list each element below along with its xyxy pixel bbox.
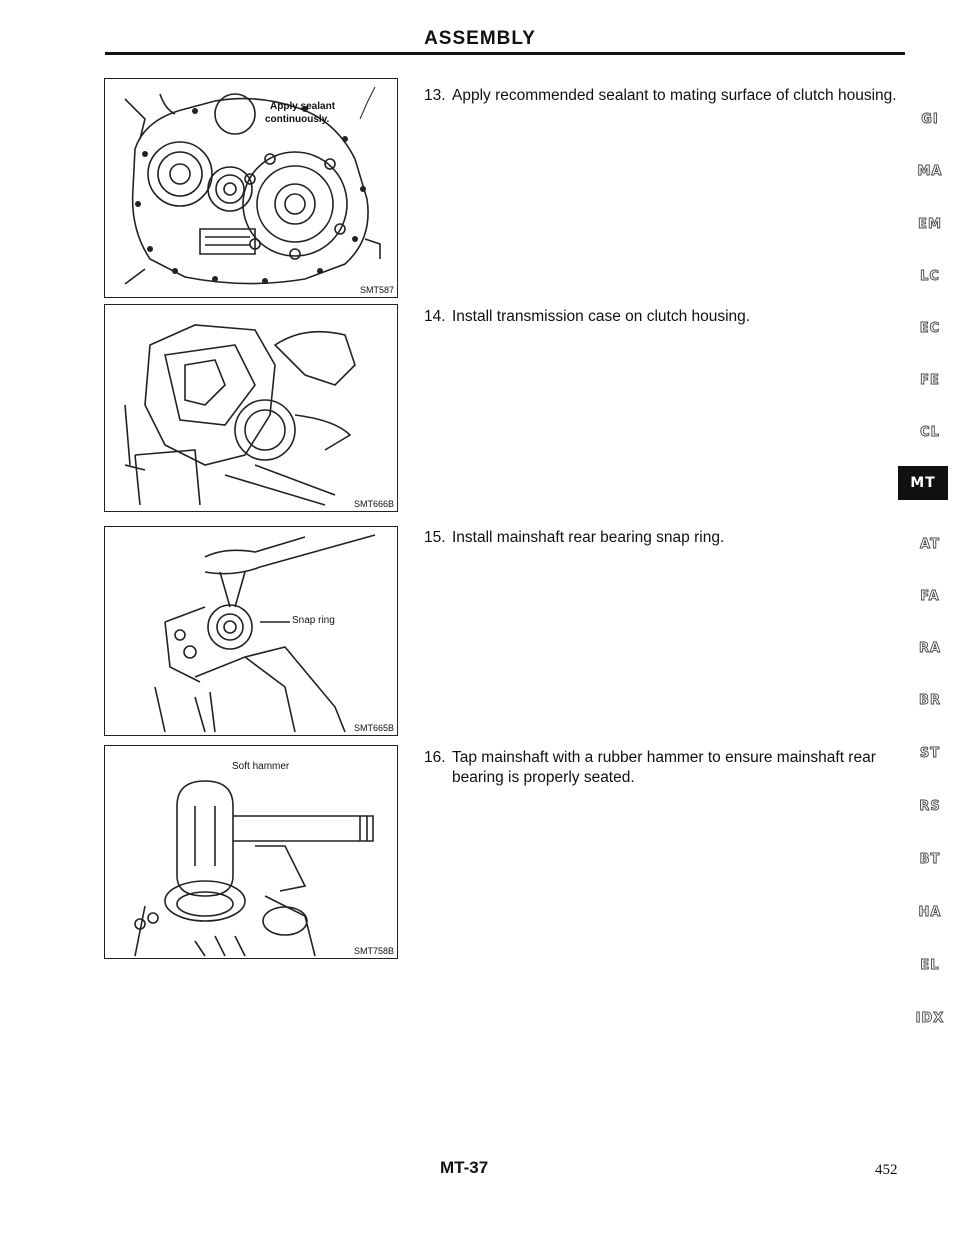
figure-label-continuously: continuously.: [265, 114, 330, 125]
soft-hammer-illustration: [105, 746, 397, 958]
figure-code: SMT758B: [353, 946, 394, 956]
step-number: 14.: [424, 308, 446, 325]
transmission-case-illustration: [105, 305, 397, 511]
snap-ring-illustration: [105, 527, 397, 735]
page-code: MT-37: [440, 1158, 489, 1177]
title-rule: [105, 52, 905, 55]
side-tab-st[interactable]: ST: [919, 746, 941, 761]
step-14: [424, 307, 914, 327]
step-15: [424, 528, 914, 548]
step-16: [424, 748, 914, 786]
side-tab-gi[interactable]: GI: [921, 112, 939, 127]
figure-code: SMT587: [359, 285, 394, 295]
side-tab-ra[interactable]: RA: [918, 641, 942, 656]
clutch-housing-illustration: [105, 79, 397, 297]
side-tab-at[interactable]: AT: [920, 537, 940, 552]
side-tab-fe[interactable]: FE: [920, 373, 940, 388]
figure-code: SMT666B: [353, 499, 394, 509]
step-number: 15.: [424, 529, 446, 546]
figure-label-snap-ring: Snap ring: [292, 615, 335, 626]
figure-transmission-case: [104, 304, 398, 512]
side-tab-cl[interactable]: CL: [920, 425, 940, 440]
step-text: Install mainshaft rear bearing snap ring.: [452, 529, 725, 546]
side-tab-ma[interactable]: MA: [917, 164, 943, 179]
side-tab-rs[interactable]: RS: [919, 799, 941, 814]
step-text: Tap mainshaft with a rubber hammer to ensure mainshaft rear bearing is properly seated.: [452, 749, 876, 786]
page-title: ASSEMBLY: [424, 28, 536, 49]
side-tab-el[interactable]: EL: [920, 958, 940, 973]
side-tab-mt-active[interactable]: MT: [898, 466, 948, 500]
side-tab-idx[interactable]: IDX: [915, 1011, 945, 1026]
side-tab-ha[interactable]: HA: [918, 905, 942, 920]
figure-label-soft-hammer: Soft hammer: [232, 761, 290, 772]
figure-sealant: [104, 78, 398, 298]
side-tab-bt[interactable]: BT: [919, 852, 941, 867]
page-number: 452: [875, 1162, 898, 1178]
side-tab-fa[interactable]: FA: [920, 589, 940, 604]
figure-snap-ring: [104, 526, 398, 736]
figure-soft-hammer: [104, 745, 398, 959]
side-tab-br[interactable]: BR: [919, 693, 941, 708]
step-number: 16.: [424, 749, 446, 766]
step-text: Install transmission case on clutch housing.: [452, 308, 751, 325]
side-tab-em[interactable]: EM: [918, 217, 942, 232]
step-text: Apply recommended sealant to mating surface of clutch housing.: [452, 87, 897, 104]
step-number: 13.: [424, 87, 446, 104]
side-tab-ec[interactable]: EC: [919, 321, 941, 336]
figure-code: SMT665B: [353, 723, 394, 733]
step-13: [424, 86, 914, 106]
figure-label-apply-sealant: Apply sealant: [270, 101, 336, 112]
side-tab-lc[interactable]: LC: [920, 269, 940, 284]
